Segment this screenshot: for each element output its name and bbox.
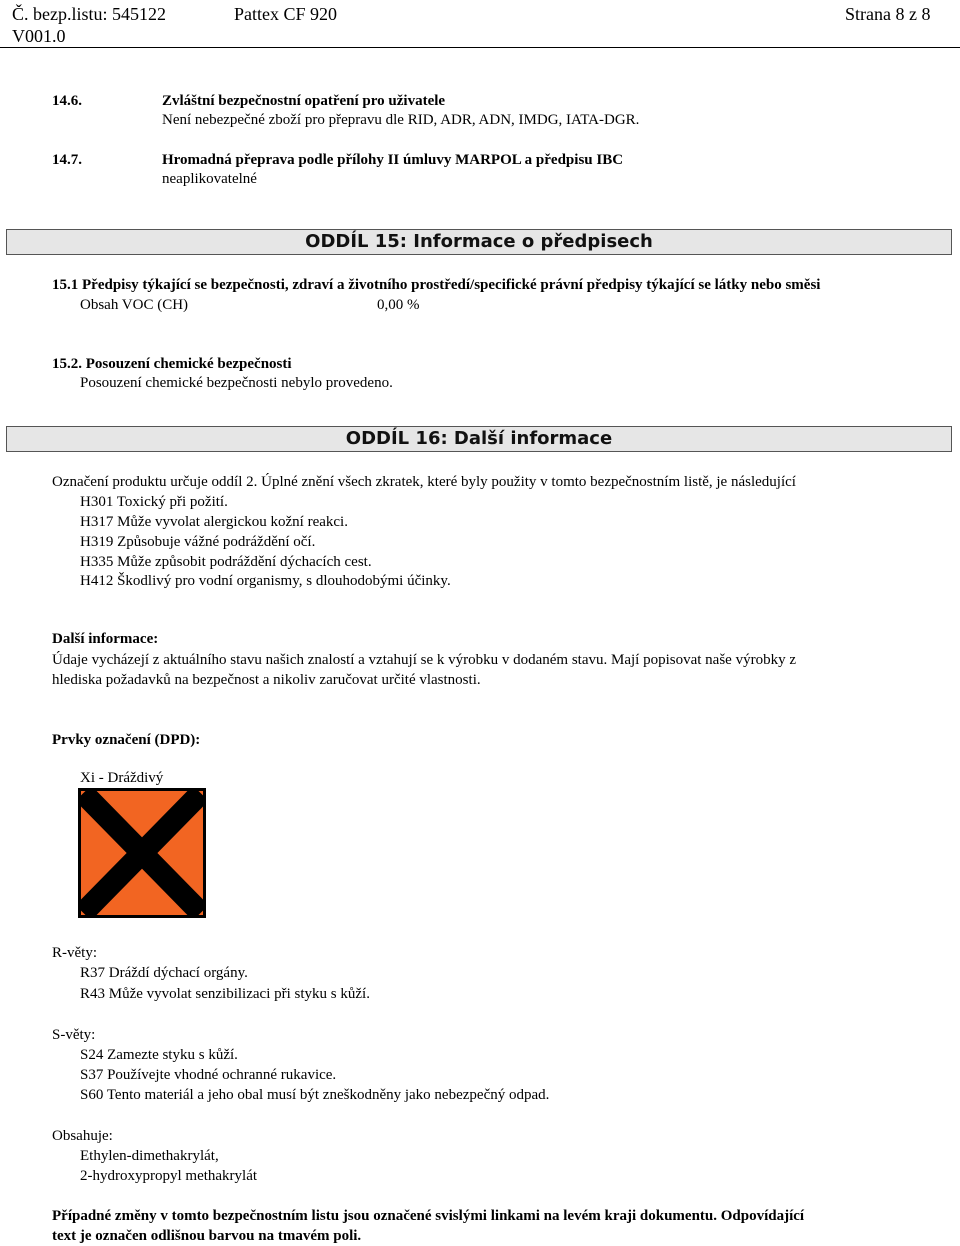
s14-6-number: 14.6. <box>52 93 82 109</box>
further-info-title: Další informace: <box>52 631 159 647</box>
s-phrases-title: S-věty: <box>52 1027 96 1043</box>
changes-note-line-2: text je označen odlišnou barvou na tmavém poli. <box>52 1228 362 1244</box>
product-name: Pattex CF 920 <box>234 4 338 24</box>
s-phrase: S37 Používejte vhodné ochranné rukavice. <box>80 1067 337 1083</box>
r-phrases-title: R-věty: <box>52 945 97 961</box>
contains-title: Obsahuje: <box>52 1128 113 1144</box>
sheet-number: Č. bezp.listu: 545122 <box>12 4 166 24</box>
section-16-heading-bar <box>6 426 952 452</box>
page-indicator: Strana 8 z 8 <box>845 4 931 24</box>
h-phrase: H412 Škodlivý pro vodní organismy, s dlouhodobými účinky. <box>80 573 451 589</box>
s15-1-title: 15.1 Předpisy týkající se bezpečnosti, zdraví a životního prostředí/specifické právní předpisy týkající se látky nebo směsi <box>52 277 821 293</box>
s14-7-number: 14.7. <box>52 152 82 168</box>
contains-item: 2-hydroxypropyl methakrylát <box>80 1168 258 1184</box>
further-info-line-2: hlediska požadavků na bezpečnost a nikoliv zaručovat určité vlastnosti. <box>52 672 481 688</box>
h-phrase: H317 Může vyvolat alergickou kožní reakci. <box>80 514 348 530</box>
s16-intro: Označení produktu určuje oddíl 2. Úplné znění všech zkratek, které byly použity v tomto bezpečnostním listě, je následující <box>52 474 796 490</box>
h-phrase: H335 Může způsobit podráždění dýchacích cest. <box>80 554 372 570</box>
section-15-heading-bar <box>6 229 952 255</box>
header-divider <box>0 47 960 48</box>
s14-6-text: Není nebezpečné zboží pro přepravu dle RID, ADR, ADN, IMDG, IATA-DGR. <box>162 112 640 128</box>
section-16-heading: ODDÍL 16: Další informace <box>345 428 613 449</box>
s14-7-text: neaplikovatelné <box>162 171 257 187</box>
s-phrase: S24 Zamezte styku s kůží. <box>80 1047 238 1063</box>
symbol-label: Xi - Dráždivý <box>80 770 164 786</box>
h-phrase: H319 Způsobuje vážné podráždění očí. <box>80 534 316 550</box>
further-info-line-1: Údaje vycházejí z aktuálního stavu našich znalostí a vztahují se k výrobku v dodaném stavu. Mají popisovat naše výrobky z <box>52 652 796 668</box>
s15-2-text: Posouzení chemické bezpečnosti nebylo provedeno. <box>80 375 393 391</box>
voc-value: 0,00 % <box>377 297 420 313</box>
r-phrase: R37 Dráždí dýchací orgány. <box>80 965 248 981</box>
s14-6-title: Zvláštní bezpečnostní opatření pro uživatele <box>162 93 446 109</box>
version: V001.0 <box>12 26 66 46</box>
irritant-pictogram <box>78 788 206 918</box>
h-phrase: H301 Toxický při požití. <box>80 494 228 510</box>
voc-label: Obsah VOC (CH) <box>80 297 189 313</box>
s14-7-title: Hromadná přeprava podle přílohy II úmluvy MARPOL a předpisu IBC <box>162 152 624 168</box>
changes-note-line-1: Případné změny v tomto bezpečnostním listu jsou označené svislými linkami na levém kraji dokumentu. Odpovídající <box>52 1208 805 1224</box>
s15-2-title: 15.2. Posouzení chemické bezpečnosti <box>52 356 292 372</box>
r-phrase: R43 Může vyvolat senzibilizaci při styku s kůží. <box>80 986 370 1002</box>
section-15-heading: ODDÍL 15: Informace o předpisech <box>305 231 653 252</box>
irritant-x-icon <box>81 791 203 915</box>
s-phrase: S60 Tento materiál a jeho obal musí být zneškodněny jako nebezpečný odpad. <box>80 1087 550 1103</box>
dpd-title: Prvky označení (DPD): <box>52 732 201 748</box>
contains-item: Ethylen-dimethakrylát, <box>80 1148 219 1164</box>
